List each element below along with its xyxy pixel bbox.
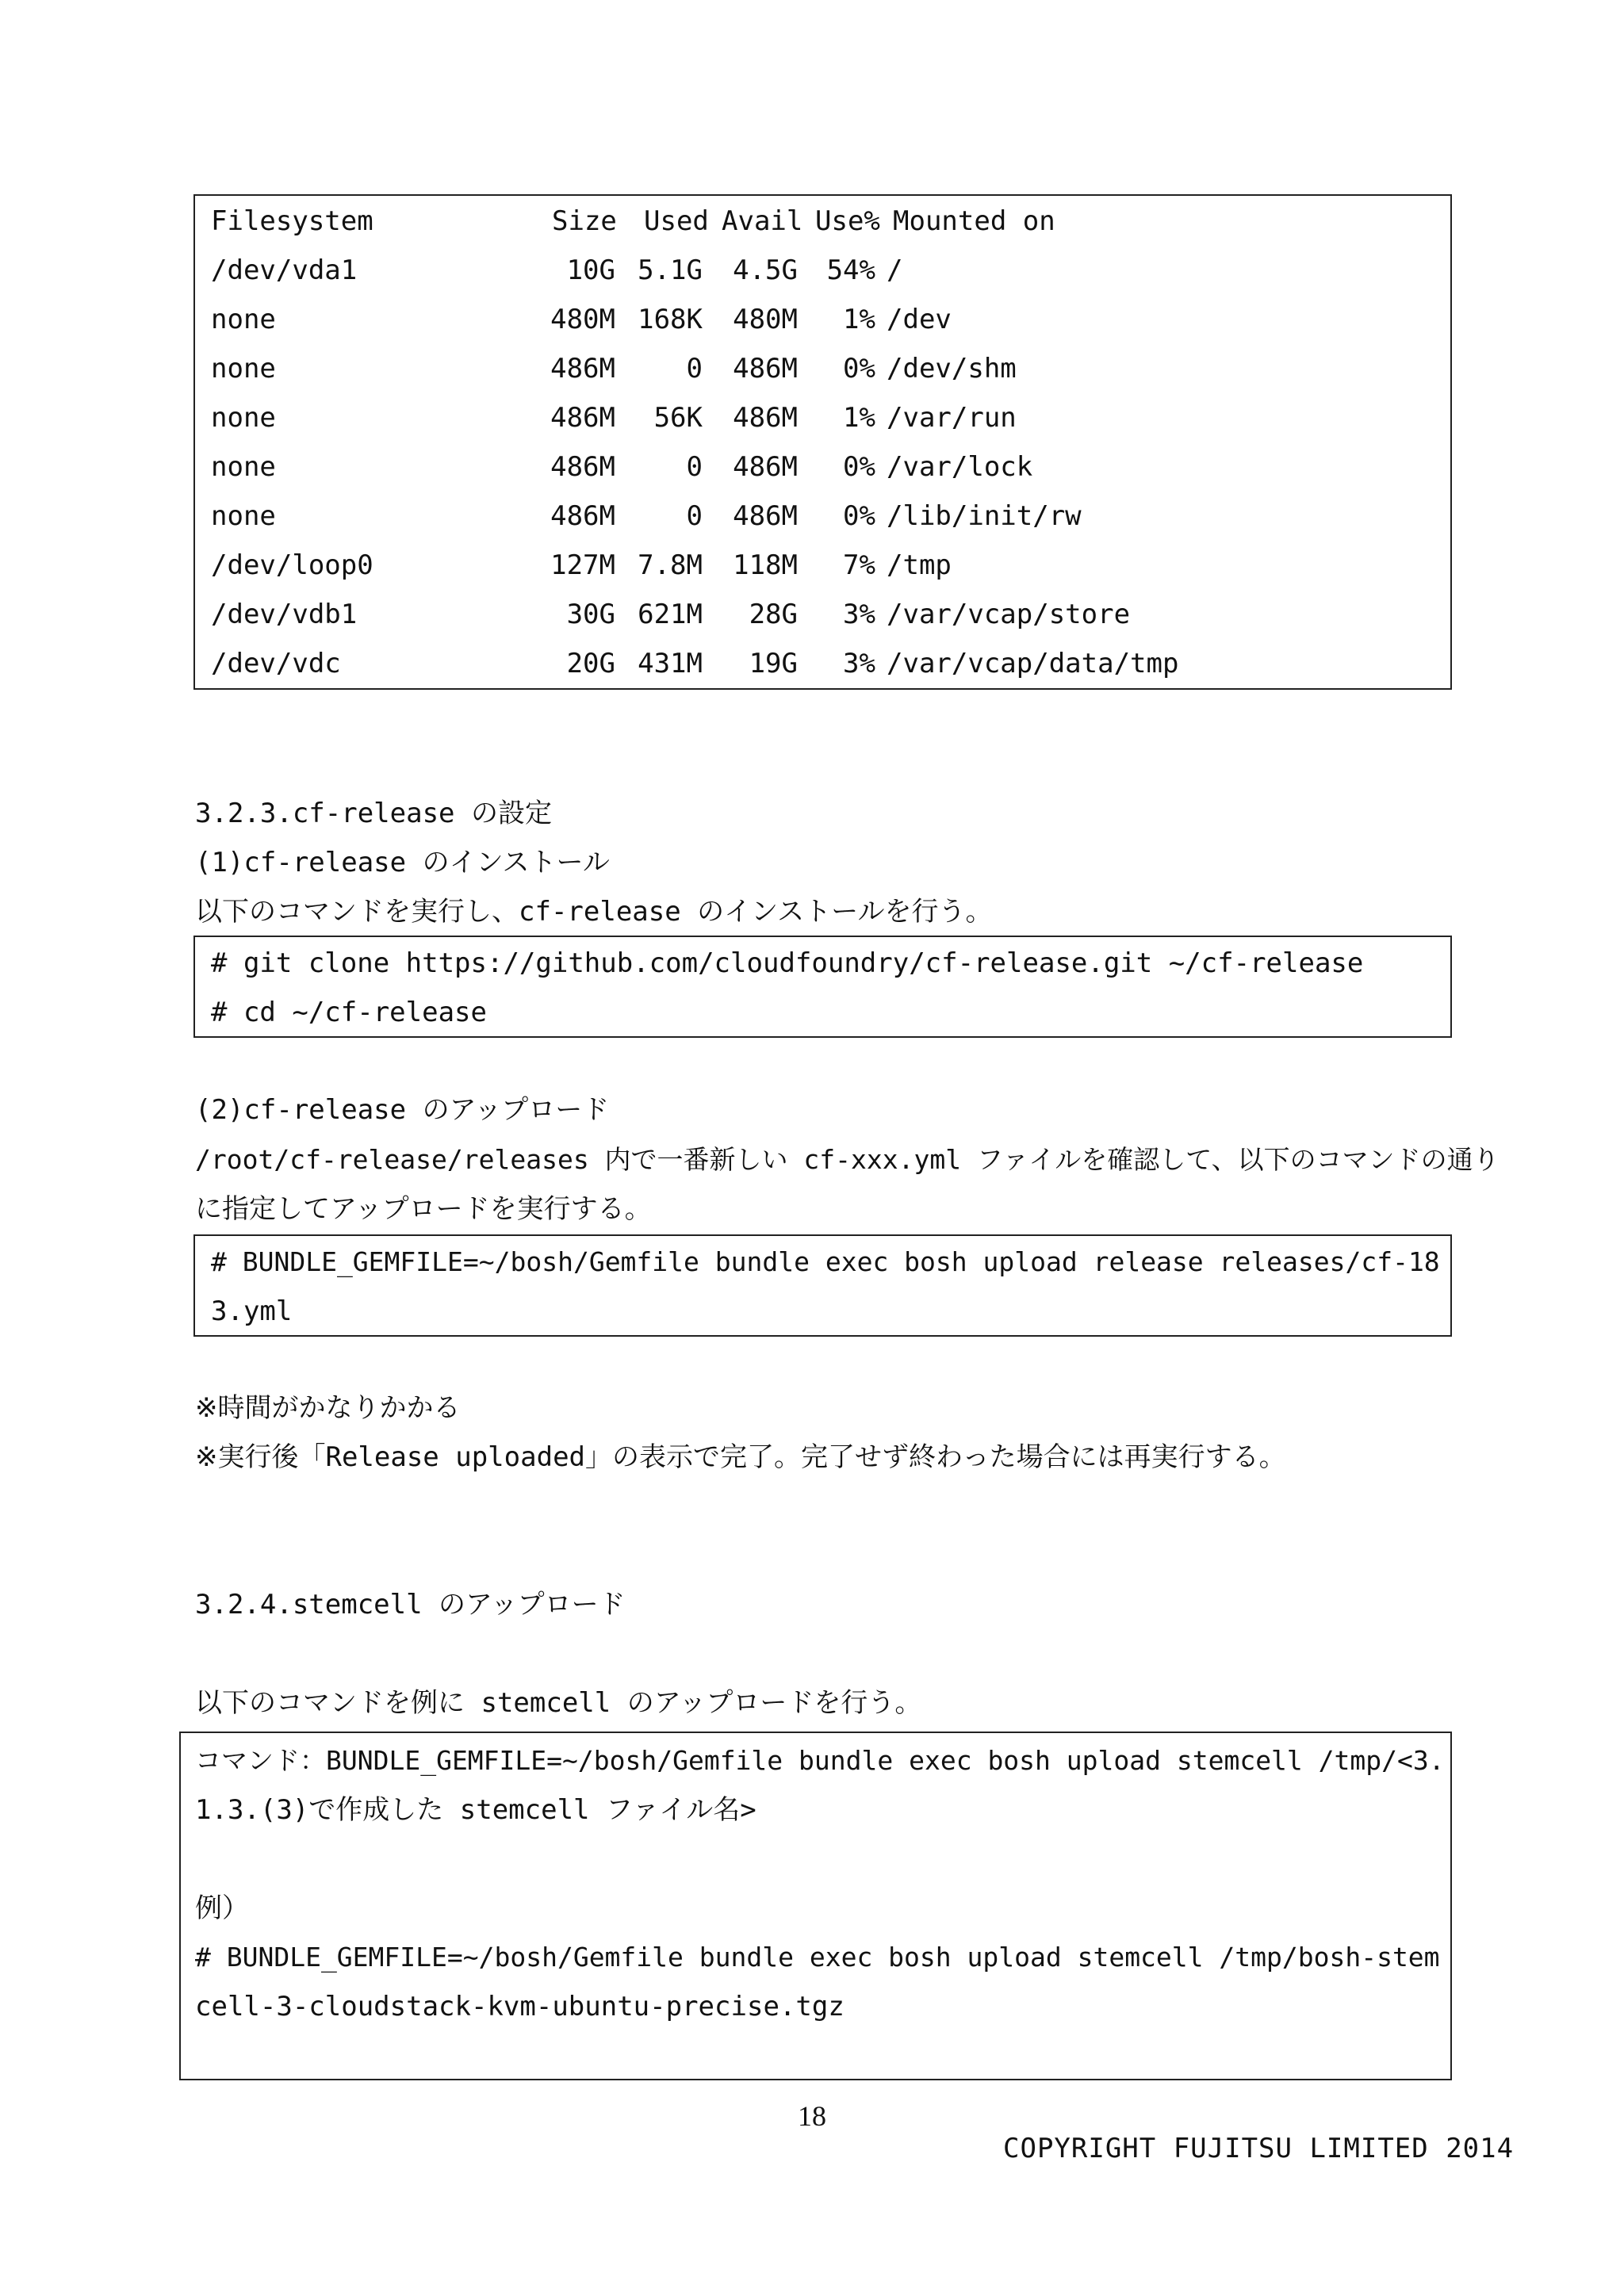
df-cell-size: 127M (550, 549, 615, 581)
subsection-heading-upload: (2)cf-release のアップロード (195, 1094, 610, 1126)
df-header-filesystem: Filesystem (211, 205, 373, 237)
df-cell-size: 30G (566, 599, 615, 630)
section-heading-323: 3.2.3.cf-release の設定 (195, 798, 552, 829)
upload-description-line2: に指定してアップロードを実行する。 (195, 1193, 652, 1225)
df-cell-size: 486M (550, 402, 615, 434)
git-command-box (193, 936, 1452, 1038)
df-cell-mount: /dev/shm (887, 353, 1017, 385)
df-cell-avail: 486M (733, 451, 798, 483)
bundle-command-box (193, 1234, 1452, 1337)
df-output-box (193, 194, 1452, 690)
df-cell-mount: / (887, 254, 903, 286)
df-row (211, 648, 1400, 679)
df-cell-used: 7.8M (638, 549, 703, 581)
df-cell-size: 486M (550, 451, 615, 483)
df-cell-used: 621M (638, 599, 703, 630)
df-cell-used: 0 (686, 353, 703, 385)
stemcell-command-box (179, 1732, 1452, 2080)
df-cell-size: 486M (550, 353, 615, 385)
subsection-heading-install: (1)cf-release のインストール (195, 847, 610, 878)
stemcell-command-line1: コマンド：BUNDLE_GEMFILE=~/bosh/Gemfile bundle exec bosh upload stemcell /tmp/<3. (195, 1745, 1445, 1776)
df-cell-mount: /tmp (887, 549, 952, 581)
example-label: 例） (195, 1892, 249, 1924)
df-cell-mount: /dev (887, 304, 952, 335)
df-cell-avail: 486M (733, 402, 798, 434)
git-clone-command: # git clone https://github.com/cloudfoundry/cf-release.git ~/cf-release (211, 947, 1364, 979)
section-heading-324: 3.2.4.stemcell のアップロード (195, 1589, 626, 1621)
upload-description-line1: /root/cf-release/releases 内で一番新しい cf-xxx.yml ファイルを確認して、以下のコマンドの通り (195, 1144, 1500, 1175)
df-cell-use: 54% (826, 254, 875, 286)
df-cell-use: 1% (843, 304, 875, 335)
note-time: ※時間がかなりかかる (195, 1392, 461, 1424)
df-cell-fs: none (211, 353, 276, 385)
df-cell-fs: /dev/vda1 (211, 254, 358, 286)
df-cell-fs: none (211, 304, 276, 335)
df-cell-fs: none (211, 451, 276, 483)
df-row (211, 500, 1400, 532)
example-command-line2: cell-3-cloudstack-kvm-ubuntu-precise.tgz (195, 1991, 845, 2022)
df-header-use: Use% (815, 205, 880, 237)
stemcell-command-line2: 1.3.(3)で作成した stemcell ファイル名> (195, 1794, 756, 1826)
df-header-mount: Mounted on (893, 205, 1055, 237)
df-cell-use: 0% (843, 353, 875, 385)
df-cell-avail: 4.5G (733, 254, 798, 286)
df-cell-size: 480M (550, 304, 615, 335)
df-cell-mount: /var/lock (887, 451, 1033, 483)
df-row (211, 254, 1400, 286)
df-cell-use: 3% (843, 648, 875, 679)
stemcell-description: 以下のコマンドを例に stemcell のアップロードを行う。 (195, 1687, 922, 1719)
bundle-command-line2: 3.yml (211, 1295, 293, 1327)
df-cell-use: 0% (843, 451, 875, 483)
df-cell-fs: /dev/loop0 (211, 549, 373, 581)
bundle-command-line1: # BUNDLE_GEMFILE=~/bosh/Gemfile bundle exec bosh upload release releases/cf-18 (211, 1246, 1440, 1277)
df-cell-avail: 19G (749, 648, 798, 679)
df-row (211, 353, 1400, 385)
df-cell-avail: 480M (733, 304, 798, 335)
df-cell-fs: /dev/vdb1 (211, 599, 358, 630)
df-cell-used: 0 (686, 451, 703, 483)
df-cell-mount: /var/vcap/store (887, 599, 1131, 630)
df-row (211, 451, 1400, 483)
page-number: 18 (798, 2100, 826, 2132)
install-description: 以下のコマンドを実行し、cf-release のインストールを行う。 (195, 896, 993, 928)
df-cell-size: 486M (550, 500, 615, 532)
cd-command: # cd ~/cf-release (211, 997, 487, 1028)
df-cell-mount: /lib/init/rw (887, 500, 1082, 532)
df-cell-use: 0% (843, 500, 875, 532)
df-row (211, 402, 1400, 434)
df-header-avail: Avail (722, 205, 803, 237)
df-cell-size: 20G (566, 648, 615, 679)
df-row (211, 304, 1400, 335)
df-cell-used: 168K (638, 304, 703, 335)
df-row (211, 599, 1400, 630)
df-header-size: Size (552, 205, 617, 237)
example-command-line1: # BUNDLE_GEMFILE=~/bosh/Gemfile bundle exec bosh upload stemcell /tmp/bosh-stem (195, 1942, 1440, 1973)
df-cell-mount: /var/vcap/data/tmp (887, 648, 1179, 679)
df-cell-size: 10G (566, 254, 615, 286)
df-row (211, 549, 1400, 581)
df-header-used: Used (644, 205, 709, 237)
df-cell-fs: /dev/vdc (211, 648, 341, 679)
df-cell-used: 431M (638, 648, 703, 679)
df-cell-fs: none (211, 500, 276, 532)
note-completion: ※実行後「Release uploaded」の表示で完了。完了せず終わった場合には再実行する。 (195, 1441, 1286, 1473)
df-cell-used: 56K (653, 402, 703, 434)
df-header-row (211, 205, 1055, 237)
df-cell-mount: /var/run (887, 402, 1017, 434)
df-cell-avail: 118M (733, 549, 798, 581)
df-cell-used: 5.1G (638, 254, 703, 286)
df-cell-use: 7% (843, 549, 875, 581)
df-cell-avail: 28G (749, 599, 798, 630)
df-cell-avail: 486M (733, 353, 798, 385)
df-cell-use: 1% (843, 402, 875, 434)
copyright-notice: COPYRIGHT FUJITSU LIMITED 2014 (1003, 2133, 1515, 2164)
df-cell-used: 0 (686, 500, 703, 532)
df-cell-avail: 486M (733, 500, 798, 532)
df-cell-fs: none (211, 402, 276, 434)
df-cell-use: 3% (843, 599, 875, 630)
